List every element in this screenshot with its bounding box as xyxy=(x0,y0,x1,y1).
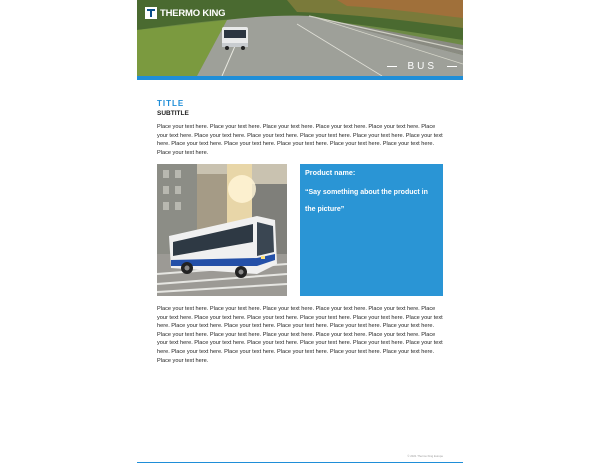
body-paragraph: Place your text here. Place your text here. Place your text here. Place your text here. Place your text here. Place your text here. Place your text here. Place your text here. Place your text here. Place your text here. Place your text here. Place your text here. Place your text here. Place your text here. Place your text here. Place your text here. Place your text here. Place your text here. Place your text here. Place your text here. Place your text here. Place your text here. Place your text here. Place your text here. Place your text here. Place your text here. Place your text here. Place your text here. Place your text here. Place your text here. Place your text here. Place your text here. Place your text here. xyxy=(157,306,443,364)
footer-copyright: © 2021 Thermo King Europe xyxy=(407,454,443,458)
intro-paragraph: Place your text here. Place your text here. Place your text here. Place your text here. Place your text here. Place your text here. Place your text here. Place your text here. Place your text here. Place your text here. Place your text here. Place your text here. Place your text here. Place your text here. Place your text here. Place your text here. Place your text here. xyxy=(157,124,443,156)
product-callout xyxy=(300,164,443,296)
city-bus-image xyxy=(157,164,287,296)
product-name: Product name: xyxy=(305,168,356,177)
brand-logo-icon xyxy=(145,7,157,19)
page-title: TITLE xyxy=(157,99,185,108)
hero-label-text: BUS xyxy=(407,61,437,72)
page-subtitle: SUBTITLE xyxy=(157,110,189,117)
hero-bus xyxy=(222,27,248,50)
dash-right xyxy=(447,66,457,67)
footer-divider xyxy=(137,462,463,463)
dash-left xyxy=(387,66,397,67)
product-photo xyxy=(157,164,287,296)
hero-category xyxy=(387,61,457,72)
brand-logo xyxy=(145,7,225,19)
hero-banner xyxy=(137,0,463,76)
brand-name: THERMO KING xyxy=(160,7,226,19)
document-page xyxy=(137,0,463,465)
accent-bar xyxy=(137,76,463,80)
product-description: “Say something about the product in the picture” xyxy=(305,189,428,213)
